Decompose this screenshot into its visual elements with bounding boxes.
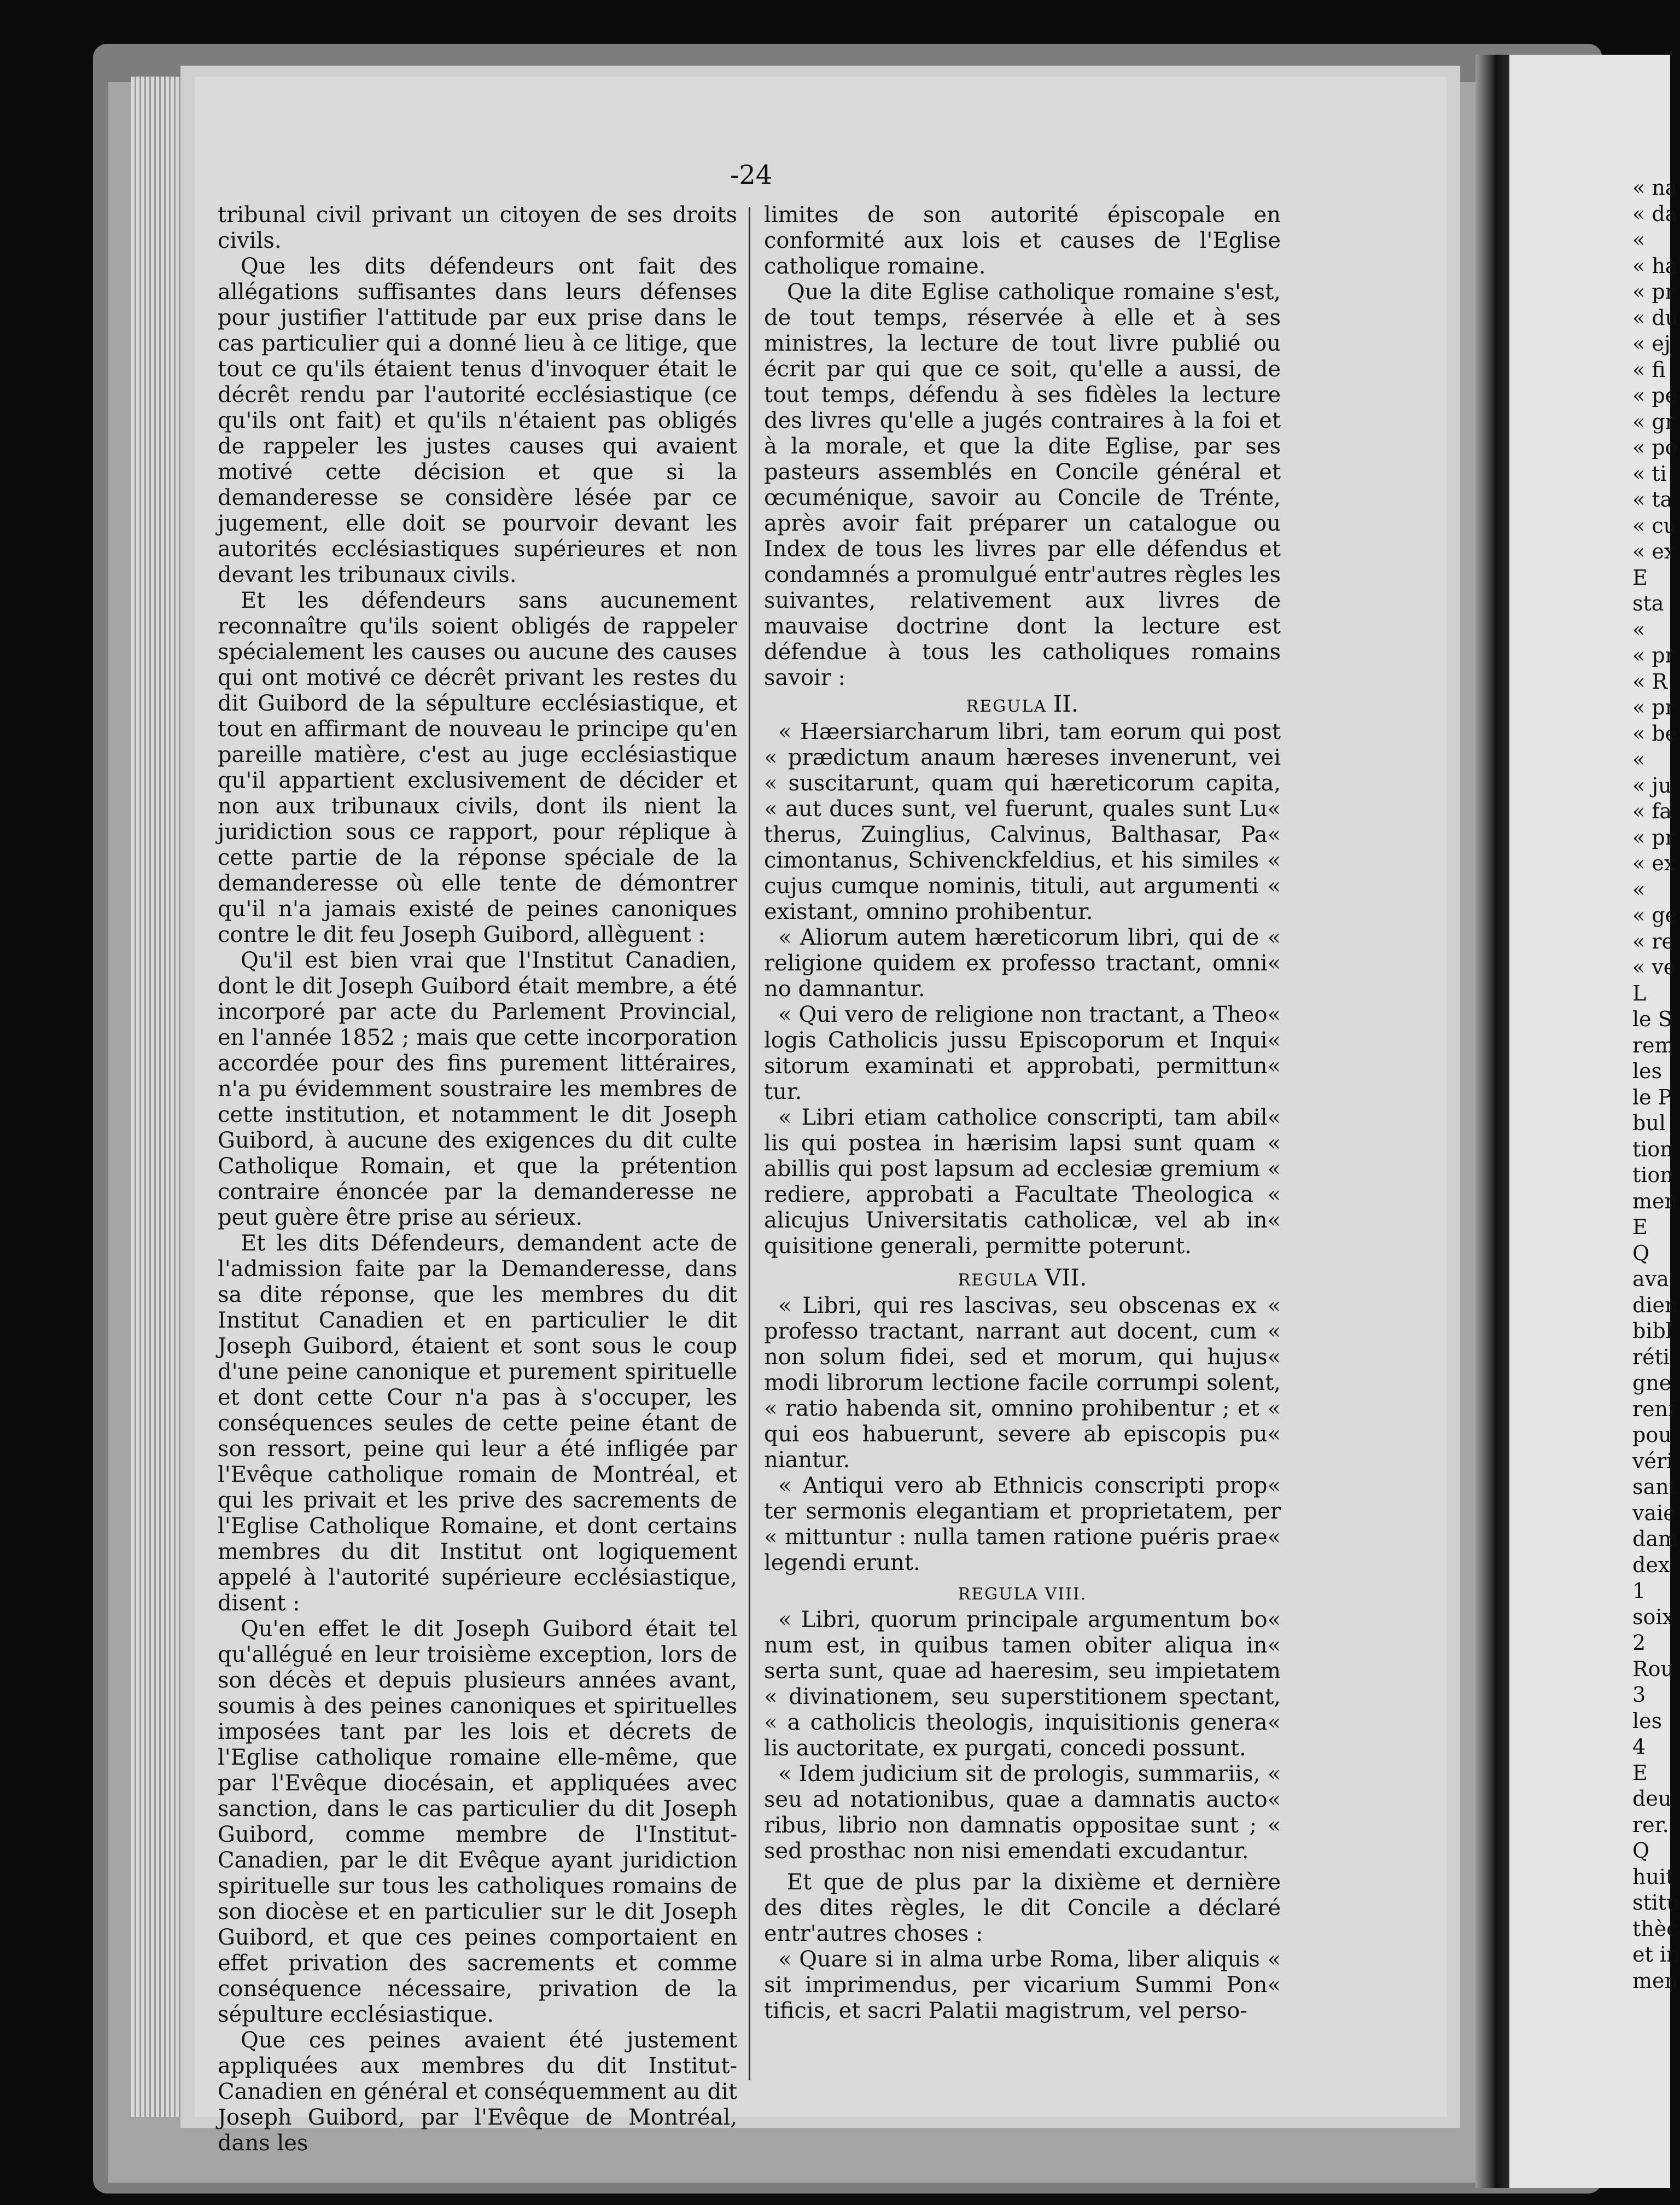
facing-page-fragment: « cu: [1632, 513, 1677, 538]
facing-page-fragment: « re: [1632, 929, 1674, 953]
facing-page-fragment: « ex: [1632, 851, 1676, 875]
facing-page-fragment: « pr: [1632, 280, 1675, 304]
facing-page-fragment: « gr: [1632, 409, 1675, 434]
paragraph: Que les dits défendeurs ont fait des allégations suffisantes dans leurs défenses pour justifier l'attitude par eux prise dans le cas particulier qui a donné lieu à ce litige, que tout ce qu'ils étaient tenus d'invoquer était le décrêt rendu par l'autorité ecclésiastique (ce qu'ils ont fait) et qu'ils n'étaient pas obligés de rappeler les justes causes qui avaient motivé cette décision et que si la demanderesse se considère lésée par ce jugement, elle doit se pourvoir devant les autorités ecclésiastiques supérieures et non devant les tribunaux civils.: [218, 254, 737, 587]
facing-page-fragment: le S: [1632, 1007, 1672, 1031]
paragraph: Qu'il est bien vrai que l'Institut Canadien, dont le dit Joseph Guibord était membre, a été incorporé par acte du Parlement Provincial, en l'année 1852 ; mais que cette incorporation accordée pour des fins purement littéraires, n'a pu évidemment soustraire les membres de cette institution, et notamment le dit Joseph Guibord, à aucune des exigences du dit culte Catholique Romain, et que la prétention contraire énoncée par la demanderesse ne peut guère être prise au sérieux.: [218, 948, 737, 1230]
facing-page-fragment: rem: [1632, 1033, 1675, 1057]
facing-page-fragment: « R: [1632, 669, 1667, 694]
facing-page-fragment: « ti: [1632, 461, 1667, 486]
quote-paragraph: « Antiqui vero ab Ethnicis conscripti prop« ter sermonis elegantiam et proprietatem, per « mittuntur : nulla tamen ratione puéris prae« legendi erunt.: [764, 1473, 1281, 1575]
facing-page-fragment: les: [1632, 1059, 1662, 1083]
paragraph: limites de son autorité épiscopale en conformité aux lois et causes de l'Eglise catholique romaine.: [764, 202, 1281, 279]
facing-page-fragment: dex: [1632, 1552, 1670, 1577]
facing-page-fragment: renf: [1632, 1397, 1676, 1421]
facing-page-fragment: vaie: [1632, 1500, 1676, 1525]
facing-page-fragment: «: [1632, 617, 1646, 642]
paragraph: Et les dits Défendeurs, demandent acte de l'admission faite par la Demanderesse, dans sa dite réponse, que les membres du dit Institut Canadien et en particulier le dit Joseph Guibord, étaient et sont sous le coup d'une peine canonique et purement spirituelle et dont cette Cour n'a pas à s'occuper, les conséquences seules de cette peine étant de son ressort, peine qui leur a été infligée par l'Evêque catholique romain de Montréal, et qui les privait et les prive des sacrements de l'Eglise Catholique Romaine, et dont certains membres du dit Institut ont logiquement appelé à l'autorité supérieure ecclésiastique, disent :: [218, 1231, 737, 1616]
facing-page-fragment: men: [1632, 1968, 1678, 1993]
facing-page-fragment: huit: [1632, 1864, 1675, 1889]
facing-page-fragment: véri: [1632, 1448, 1673, 1473]
facing-page-fragment: le P: [1632, 1085, 1672, 1109]
paragraph: Qu'en effet le dit Joseph Guibord était tel qu'allégué en leur troisième exception, lors de son décès et depuis plusieurs années avant, soumis à des peines canoniques et spirituelles imposées tant par les lois et décrets de l'Eglise catholique romaine elle-même, que par l'Evêque diocésain, et appliquées avec sanction, dans le cas particulier du dit Joseph Guibord, comme membre de l'Institut-Canadien, par le dit Evêque ayant juridiction spirituelle sur tous les catholiques romains de son diocèse et en particulier sur le dit Joseph Guibord, et que ces peines comportaient en effet privation des sacrements et comme conséquence nécessaire, privation de la sépulture ecclésiastique.: [218, 1616, 737, 2027]
quote-paragraph: « Qui vero de religione non tractant, a Theo« logis Catholicis jussu Episcoporum et Inqui« sitorum examinati et approbati, permittun« tur.: [764, 1002, 1281, 1104]
paragraph: Et que de plus par la dixième et dernière des dites règles, le dit Concile a déclaré entr'autres choses :: [764, 1870, 1281, 1946]
facing-page-fragment: bul: [1632, 1111, 1666, 1135]
section-heading-regula-7: [764, 1265, 1281, 1293]
facing-page-fragment: « ta: [1632, 487, 1673, 511]
facing-page-fragment: « be: [1632, 721, 1678, 746]
facing-page-fragment: « ve: [1632, 955, 1676, 979]
facing-page-fragment: Rou: [1632, 1656, 1674, 1681]
regula-label: REGULA: [966, 697, 1047, 716]
quote-paragraph: « Libri, qui res lascivas, seu obscenas ex « professo tractant, narrant aut docent, cum « non solum fidei, sed et morum, qui hujus« modi librorum lectione facile corrumpi solent, « ratio habenda sit, omnino prohibentur ; et « qui eos habuerunt, severe ab episcopis pu« niantur.: [764, 1293, 1281, 1473]
facing-page-fragment: 1: [1632, 1579, 1646, 1603]
facing-page-fragment: «: [1632, 228, 1646, 252]
facing-page-fragment: bibl: [1632, 1319, 1672, 1343]
quote-paragraph: « Idem judicium sit de prologis, summariis, « seu ad notationibus, quae a damnatis aucto« ribus, librio non damnatis oppositae sunt ; « sed prosthac non nisi emendati excudantur.: [764, 1761, 1281, 1864]
facing-page-fragment: rer.: [1632, 1812, 1669, 1837]
facing-page-fragment: pou: [1632, 1423, 1672, 1447]
regula-label: REGULA: [958, 1271, 1039, 1290]
facing-page-fragment: « ha: [1632, 253, 1678, 278]
facing-page-fragment: dien: [1632, 1293, 1678, 1317]
facing-page-fragment: « pr: [1632, 825, 1675, 850]
facing-page-fragment: thèc: [1632, 1916, 1678, 1941]
facing-page-fragment: 4: [1632, 1735, 1646, 1759]
regula-7-text: [764, 1293, 1281, 1576]
paragraph: Que la dite Eglise catholique romaine s'est, de tout temps, réservée à elle et à ses ministres, la lecture de tout livre publié ou écrit par qui que ce soit, qu'elle a aussi, de tout temps, défendu à ses fidèles la lecture des livres qu'elle a jugés contraires à la foi et à la morale, et que la dite Eglise, par ses pasteurs assemblés en Concile général et œcuménique, savoir au Concile de Trénte, après avoir fait préparer un catalogue ou Index de tous les livres par elle défendus et condamnés a promulgué entr'autres règles les suivantes, relativement aux livres de mauvaise doctrine dont la lecture est défendue à tous les catholiques romains savoir :: [764, 280, 1281, 690]
facing-page-fragment: « ju: [1632, 773, 1672, 798]
facing-page-fragment: « du: [1632, 305, 1679, 330]
regula-8-text: [764, 1607, 1281, 1864]
facing-page-fragment: « po: [1632, 435, 1678, 459]
book-spine: [1475, 55, 1509, 2188]
facing-page-fragment: «: [1632, 877, 1646, 901]
facing-page-fragment: « pr: [1632, 643, 1675, 667]
facing-page-fragment: sta: [1632, 591, 1664, 615]
column-divider: [749, 207, 750, 2080]
facing-page-fragment: « na: [1632, 176, 1678, 200]
facing-page-fragment: Q: [1632, 1839, 1650, 1863]
facing-page-fragment: ava: [1632, 1267, 1669, 1291]
facing-page-fragment: tion: [1632, 1137, 1673, 1161]
facing-page-fragment: deu: [1632, 1787, 1672, 1811]
regula-number: II.: [1053, 690, 1079, 717]
facing-page-fragment: soix: [1632, 1604, 1674, 1629]
facing-page-fragment: «: [1632, 747, 1646, 771]
facing-page-fragment: « fa: [1632, 799, 1672, 823]
facing-page-fragment: réti: [1632, 1345, 1670, 1369]
paragraph: Que ces peines avaient été justement appliquées aux membres du dit Institut-Canadien en général et conséquemment au dit Joseph Guibord, par l'Evêque de Montréal, dans les: [218, 2028, 737, 2156]
closing-quote: [764, 1947, 1281, 2024]
facing-page-fragment: « ex: [1632, 539, 1676, 563]
facing-page-fragment: dam: [1632, 1527, 1678, 1551]
facing-page-fragment: sant: [1632, 1475, 1677, 1499]
facing-page-fragment: « ge: [1632, 903, 1678, 927]
facing-page-fragment: tion: [1632, 1163, 1673, 1187]
facing-page-fragment: Q: [1632, 1241, 1650, 1265]
facing-page-fragment: les: [1632, 1708, 1662, 1733]
facing-page-fragment: 3: [1632, 1683, 1646, 1707]
facing-page-fragment: et in: [1632, 1942, 1680, 1967]
section-heading-regula-8: REGULA VIII.: [958, 1585, 1087, 1604]
facing-page-fragment: E: [1632, 565, 1648, 590]
facing-page-fragment: E: [1632, 1215, 1648, 1239]
section-heading-regula-2: [764, 691, 1281, 719]
quote-paragraph: « Libri etiam catholice conscripti, tam abil« lis qui postea in hærisim lapsi sunt quam « abillis qui post lapsum ad ecclesiæ gremium « rediere, approbati a Facultate Theologica « alicujus Universitatis catholicæ, vel ab in« quisitione generali, permitte poterunt.: [764, 1105, 1281, 1259]
left-text-column: [218, 202, 737, 2156]
right-text-column: [764, 202, 1281, 2029]
paragraph: Et les défendeurs sans aucunement reconnaître qu'ils soient obligés de rappeler spécialement les causes ou aucune des causes qui ont motivé ce décrêt privant les restes du dit Guibord de la sépulture ecclésiastique, et tout en affirmant de nouveau le principe qu'en pareille matière, c'est au juge ecclésiastique qu'il appartient exclusivement de décider et non aux tribunaux civils, dont ils nient la juridiction sous ce rapport, pour réplique à cette partie de la réponse spéciale de la demanderesse où elle tente de démontrer qu'il n'a jamais existé de peines canoniques contre le dit feu Joseph Guibord, allèguent :: [218, 588, 737, 947]
facing-page-fragment: men: [1632, 1189, 1678, 1213]
quote-paragraph: « Hæersiarcharum libri, tam eorum qui post « prædictum anaum hæreses invenerunt, vei « suscitarunt, quam qui hæreticorum capita, « aut duces sunt, vel fuerunt, quales sunt Lu« therus, Zuinglius, Calvinus, Balthasar, Pa« cimontanus, Schivenckfeldius, et his similes « cujus cumque nominis, tituli, aut argumenti « existant, omnino prohibentur.: [764, 719, 1281, 924]
facing-page-fragment: « da: [1632, 201, 1678, 226]
page-number: -24: [730, 160, 773, 190]
facing-page-fragment: E: [1632, 1760, 1648, 1785]
facing-page-text-fragments: [1632, 175, 1680, 1994]
facing-page-fragment: « pe: [1632, 383, 1678, 408]
quote-paragraph: « Aliorum autem hæreticorum libri, qui de « religione quidem ex professo tractant, omni« no damnantur.: [764, 925, 1281, 1002]
facing-page-fragment: « ej: [1632, 331, 1671, 356]
quote-paragraph: « Libri, quorum principale argumentum bo« num est, in quibus tamen obiter aliqua in« serta sunt, quae ad haeresim, seu impietatem « divinationem, seu superstitionem spectant, « a catholicis theologis, inquisitionis genera« lis auctoritate, ex purgati, concedi possunt.: [764, 1607, 1281, 1761]
paragraph: tribunal civil privant un citoyen de ses droits civils.: [218, 202, 737, 253]
regula-number: VII.: [1045, 1264, 1087, 1291]
facing-page-fragment: gne: [1632, 1371, 1672, 1395]
regula-2-text: [764, 719, 1281, 1259]
facing-page-fragment: stitu: [1632, 1890, 1680, 1915]
facing-page-fragment: L: [1632, 981, 1647, 1005]
facing-page-fragment: « fi: [1632, 357, 1666, 382]
facing-page-fragment: 2: [1632, 1631, 1646, 1655]
quote-paragraph: « Quare si in alma urbe Roma, liber aliquis « sit imprimendus, per vicarium Summi Pon« tificis, et sacri Palatii magistrum, vel perso-: [764, 1947, 1281, 2023]
facing-page-fragment: « pr: [1632, 695, 1675, 719]
